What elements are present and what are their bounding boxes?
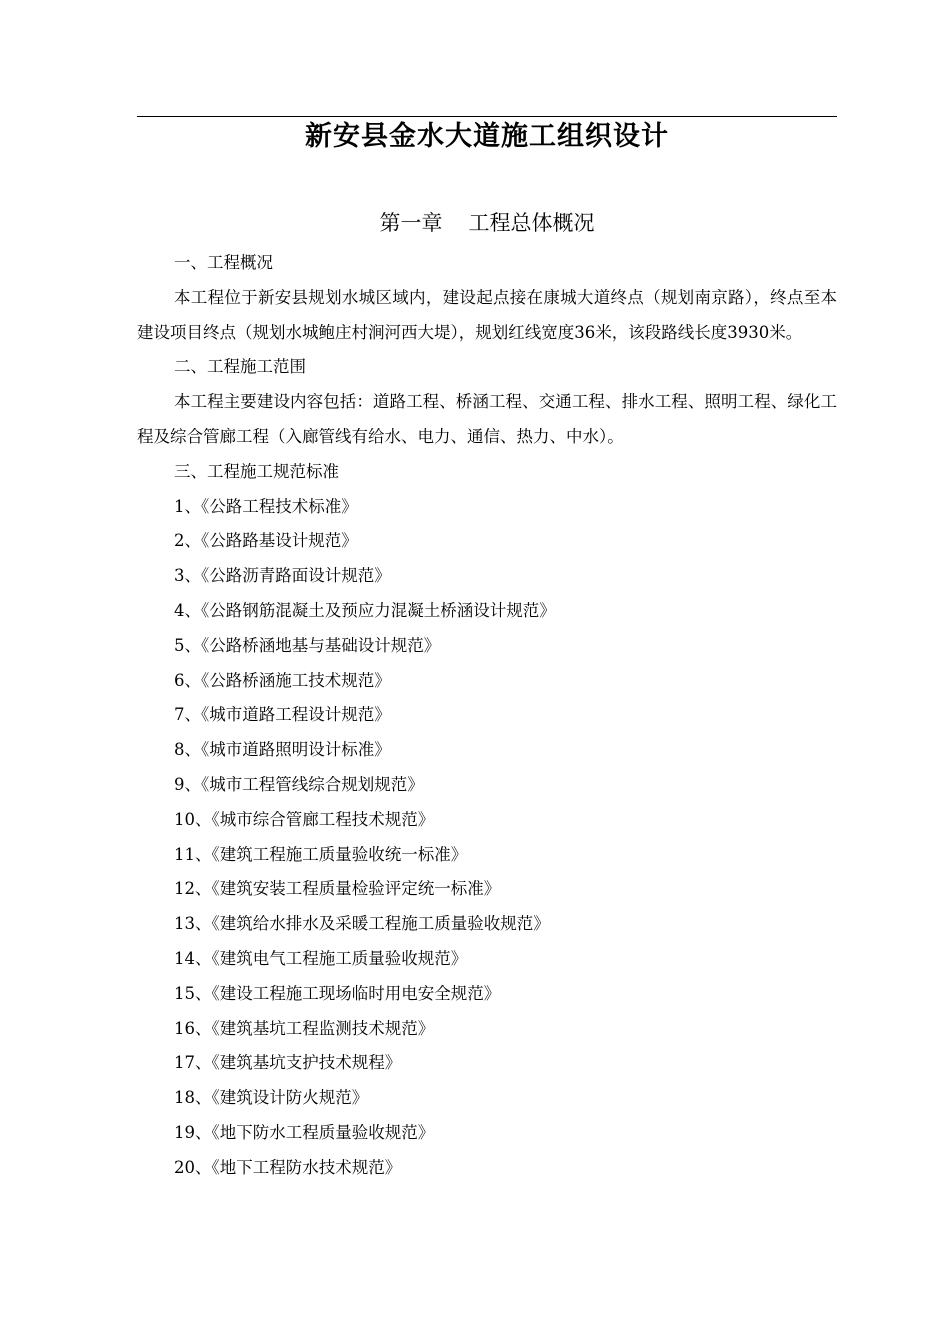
standards-list-item: 8、《城市道路照明设计标准》 [174, 740, 391, 760]
chapter-heading [137, 206, 837, 240]
standards-list-item: 19、《地下防水工程质量验收规范》 [174, 1122, 435, 1142]
standards-list-item: 18、《建筑设计防火规范》 [174, 1088, 369, 1108]
standards-list-item: 10、《城市综合管廊工程技术规范》 [174, 809, 435, 829]
header-rule [137, 116, 837, 117]
standards-list-item: 13、《建筑给水排水及采暖工程施工质量验收规范》 [174, 914, 550, 934]
standards-list-item: 1、《公路工程技术标准》 [174, 496, 358, 516]
standards-list-item: 12、《建筑安装工程质量检验评定统一标准》 [174, 879, 501, 899]
standards-list-item: 4、《公路钢筋混凝土及预应力混凝土桥涵设计规范》 [174, 600, 556, 620]
section-text-scope: 本工程主要建设内容包括：道路工程、桥涵工程、交通工程、排水工程、照明工程、绿化工程及综合管廊工程（入廊管线有给水、电力、通信、热力、中水）。 [137, 392, 837, 446]
document-title: 新安县金水大道施工组织设计 [305, 121, 669, 152]
standards-list-item: 17、《建筑基坑支护技术规程》 [174, 1053, 402, 1073]
section-heading-standards: 三、工程施工规范标准 [174, 461, 339, 481]
chapter-name: 工程总体概况 [468, 211, 595, 235]
standards-list-item: 9、《城市工程管线综合规划规范》 [174, 774, 424, 794]
standards-list-item: 16、《建筑基坑工程监测技术规范》 [174, 1018, 435, 1038]
section-heading-scope: 二、工程施工范围 [174, 357, 306, 377]
standards-list-item: 2、《公路路基设计规范》 [174, 531, 358, 551]
standards-list-item: 5、《公路桥涵地基与基础设计规范》 [174, 635, 441, 655]
standards-list-item: 7、《城市道路工程设计规范》 [174, 705, 391, 725]
standards-list-item: 6、《公路桥涵施工技术规范》 [174, 670, 391, 690]
section-text-overview: 本工程位于新安县规划水城区域内，建设起点接在康城大道终点（规划南京路），终点至本建设项目终点（规划水城鲍庄村涧河西大堤），规划红线宽度36米，该段路线长度3930米。 [137, 287, 837, 342]
standards-list-item: 15、《建设工程施工现场临时用电安全规范》 [174, 983, 501, 1003]
standards-list-item: 11、《建筑工程施工质量验收统一标准》 [174, 844, 468, 864]
standards-list-item: 3、《公路沥青路面设计规范》 [174, 566, 391, 586]
section-heading-overview: 一、工程概况 [174, 253, 273, 272]
chapter-number: 第一章 [379, 211, 443, 235]
standards-list [137, 490, 837, 1186]
standards-list-item: 20、《地下工程防水技术规范》 [174, 1157, 402, 1177]
document-body [137, 246, 837, 1186]
standards-list-item: 14、《建筑电气工程施工质量验收规范》 [174, 948, 468, 968]
